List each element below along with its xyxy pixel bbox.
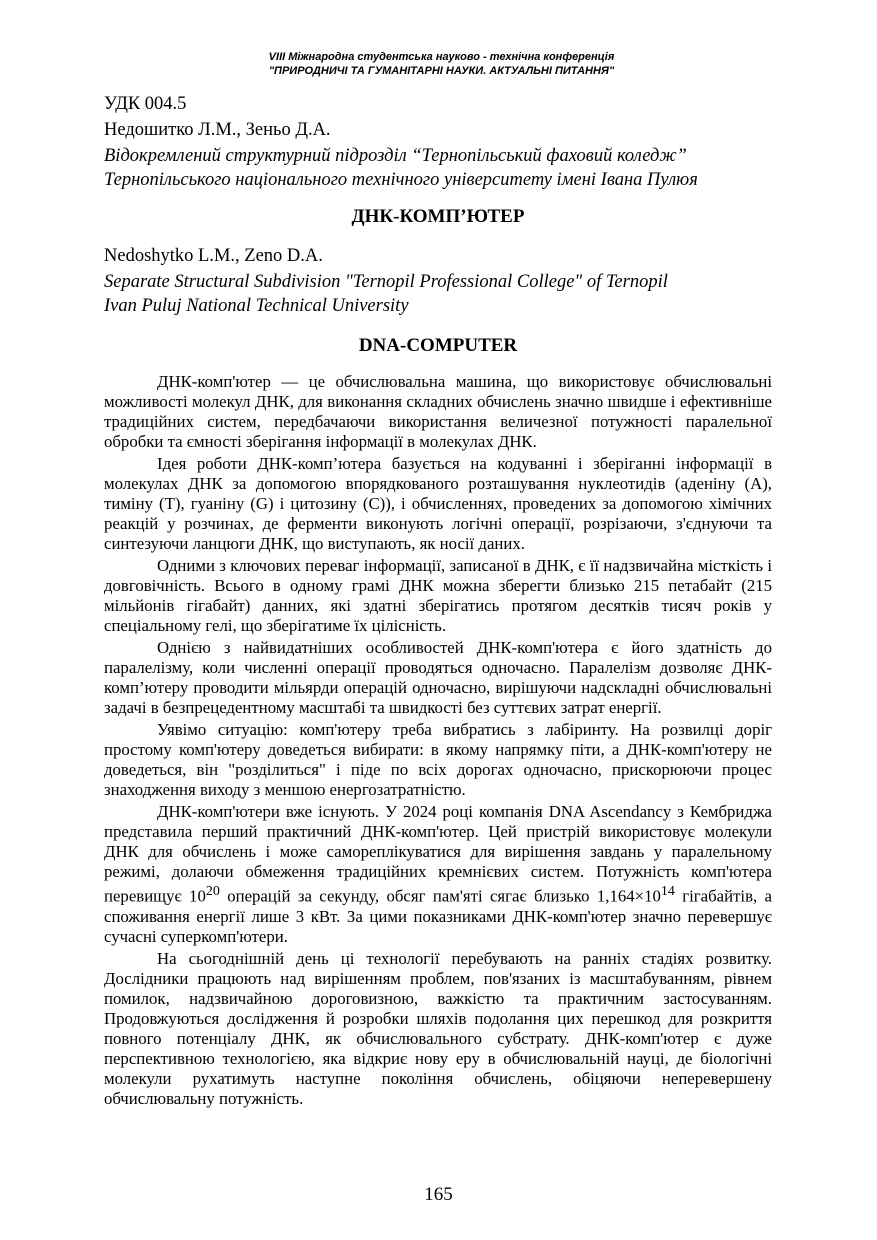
paragraph-principle: Ідея роботи ДНК-комп’ютера базується на кодуванні і зберіганні інформації в молекулах ДНК за допомогою впорядкованого розташування нуклеотидів (аденіну (А), тиміну (Т), гуаніну (G) і цитозину (C)), і обчисленнях, проведених за допомогою хімічних реакцій у розчинах, де ферменти виконують логічні операції, розрізаючи, з'єднуючи та синтезуючи ланцюги ДНК, що виступають, як носії даних. [104,454,772,553]
affiliation-ua [104,144,772,192]
conference-title: VIII Міжнародна студентська науково - технічна конференція [268,51,615,63]
udk-code: УДК 004.5 [104,94,187,114]
page-number: 165 [424,1184,453,1205]
affiliation-ua-line2: Тернопільського національного технічного університету імені Івана Пулюя [104,170,698,190]
abstract-body [104,372,772,1111]
affiliation-en-line1: Separate Structural Subdivision "Ternopil Professional College" of Ternopil [104,272,668,292]
conference-theme: "ПРИРОДНИЧІ ТА ГУМАНІТАРНІ НАУКИ. АКТУАЛЬНІ ПИТАННЯ" [268,65,615,77]
title-en: DNA-COMPUTER [358,335,518,356]
paragraph-definition: ДНК-комп'ютер — це обчислювальна машина, що використовує обчислювальні можливості молекул ДНК, для виконання складних обчислень значно швидше і ефективніше традиційних систем, передбачаючи використання величезної потужності паралельної обробки та ємності зберігання інформації в молекулах ДНК. [104,372,772,451]
paragraph-existing-part1: ДНК-комп'ютери вже існують. У 2024 році компанія DNA Ascendancy з Кембриджа представила перший практичний ДНК-комп'ютер. Цей пристрій використовує молекули ДНК для обчислень і може самореплікуватися для вирішення завдань у паралельному режимі, долаючи обмеження традиційних кремнієвих систем. Потужність комп'ютера перевищує 10 [104,802,772,906]
paragraph-existing-part3: гігабайтів, а споживання енергії лише 3 кВт. За цими показниками ДНК-комп'ютер значно перевершує сучасні суперкомп'ютери. [104,886,772,946]
authors-ua: Недошитко Л.М., Зеньо Д.А. [104,120,331,140]
paragraph-capacity: Одними з ключових переваг інформації, записаної в ДНК, є її надзвичайна місткість і довговічність. Всього в одному грамі ДНК можна зберегти близько 215 петабайт (215 мільйонів гігабайт) данних, які здатні зберігатись протягом десятків тисяч років у спеціальному гелі, що зберігатиме їх цілісність. [104,556,772,635]
title-ua: ДНК-КОМП’ЮТЕР [351,206,525,227]
conference-header [0,50,877,78]
exponent-operations: 20 [205,884,220,899]
paragraph-existing-devices [104,802,772,947]
paragraph-parallelism: Однією з найвидатніших особливостей ДНК-комп'ютера є його здатність до паралелізму, коли численні операції проводяться одночасно. Паралелізм дозволяє ДНК-комп’ютеру проводити мільярди операцій одночасно, вирішуючи надскладні обчислювальні задачі в безпрецедентному масштабі та швидкості без суттєвих затрат енергії. [104,638,772,717]
authors-en: Nedoshytko L.M., Zeno D.A. [104,246,323,266]
exponent-memory: 14 [660,884,675,899]
paragraph-maze-example: Уявімо ситуацію: комп'ютеру треба вибратись з лабіринту. На розвилці доріг простому комп'ютеру доведеться вибирати: в якому напрямку піти, а ДНК-комп'ютеру не доведеться, він "розділиться" і піде по всіх дорогах одночасно, прискорюючи процес знаходження виходу з меншою енергозатратністю. [104,720,772,799]
affiliation-en-line2: Ivan Puluj National Technical University [104,296,409,316]
affiliation-en [104,270,772,318]
paragraph-existing-part2: операцій за секунду, обсяг пам'яті сягає близько 1,164×10 [219,886,661,906]
paragraph-outlook: На сьогоднішній день ці технології перебувають на ранніх стадіях розвитку. Дослідники працюють над вирішенням проблем, пов'язаних із масштабуванням, рівнем помилок, надзвичайною дороговизною, важкістю та практичним застосуванням. Продовжуються дослідження й розробки шляхів подолання цих перешкод для розкриття повного потенціалу ДНК, як обчислювального субстрату. ДНК-комп'ютер є дуже перспективною технологією, яка відкриє нову еру в обчислювальній науці, де біологічні молекули рухатимуть наступне покоління обчислень, обіцяючи неперевершену обчислювальну потужність. [104,948,772,1108]
affiliation-ua-line1: Відокремлений структурний підрозділ “Тернопільський фаховий коледж” [104,146,687,166]
